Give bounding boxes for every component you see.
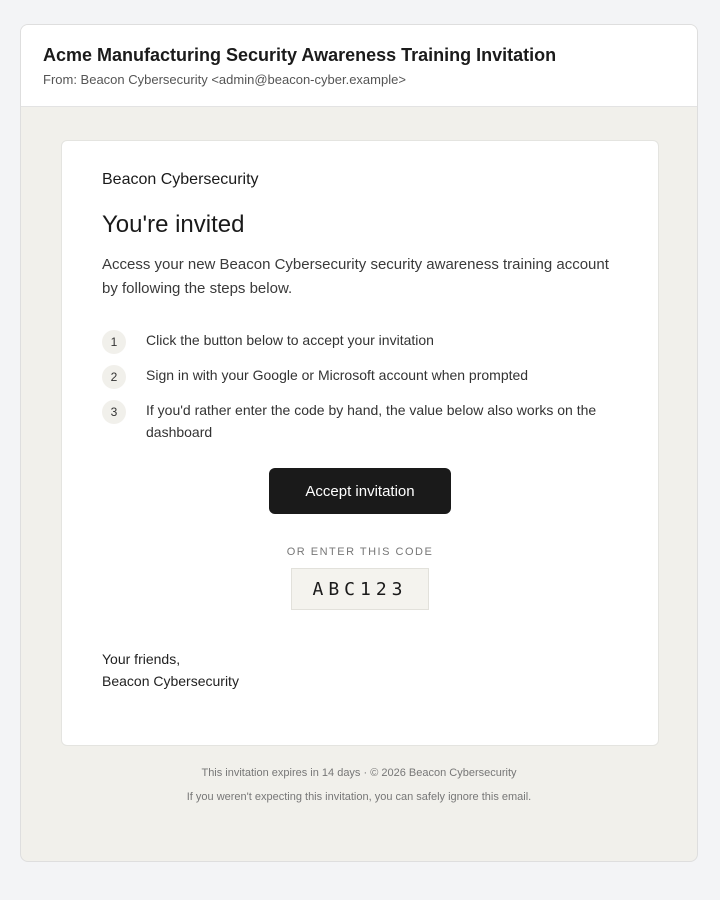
email-subject: Acme Manufacturing Security Awareness Training Invitation xyxy=(43,45,557,65)
accept-invitation-button[interactable]: Accept invitation xyxy=(269,468,451,514)
step-number-badge: 3 xyxy=(102,400,126,424)
step-number-badge: 1 xyxy=(102,330,126,354)
step-number-badge: 2 xyxy=(102,365,126,389)
code-container xyxy=(102,568,618,610)
email-footer xyxy=(21,767,697,803)
footer-disclaimer: If you weren't expecting this invitation, you can safely ignore this email. xyxy=(186,791,532,803)
step-item xyxy=(102,401,618,443)
steps-list xyxy=(102,331,618,443)
code-label: OR ENTER THIS CODE xyxy=(286,546,434,558)
email-header xyxy=(21,25,697,107)
step-item xyxy=(102,331,618,354)
footer-expiry: This invitation expires in 14 days · © 2026 Beacon Cybersecurity xyxy=(201,767,517,779)
step-text: If you'd rather enter the code by hand, the value below also works on the dashboard xyxy=(146,402,597,440)
signoff-signature: Beacon Cybersecurity xyxy=(102,673,239,689)
signoff xyxy=(102,648,618,692)
signoff-greeting: Your friends, xyxy=(102,651,181,667)
step-text: Sign in with your Google or Microsoft account when prompted xyxy=(146,367,529,383)
brand-name: Beacon Cybersecurity xyxy=(102,171,259,188)
step-item xyxy=(102,366,618,389)
intro-text: Access your new Beacon Cybersecurity security awareness training account by following the steps below. xyxy=(102,256,609,297)
invitation-heading: You're invited xyxy=(102,211,245,238)
button-container xyxy=(102,468,618,514)
email-window xyxy=(20,24,698,862)
email-sender: From: Beacon Cybersecurity <admin@beacon-cyber.example> xyxy=(43,72,406,87)
invitation-card xyxy=(61,140,659,746)
invitation-code[interactable]: ABC123 xyxy=(291,568,429,610)
step-text: Click the button below to accept your invitation xyxy=(146,332,434,348)
